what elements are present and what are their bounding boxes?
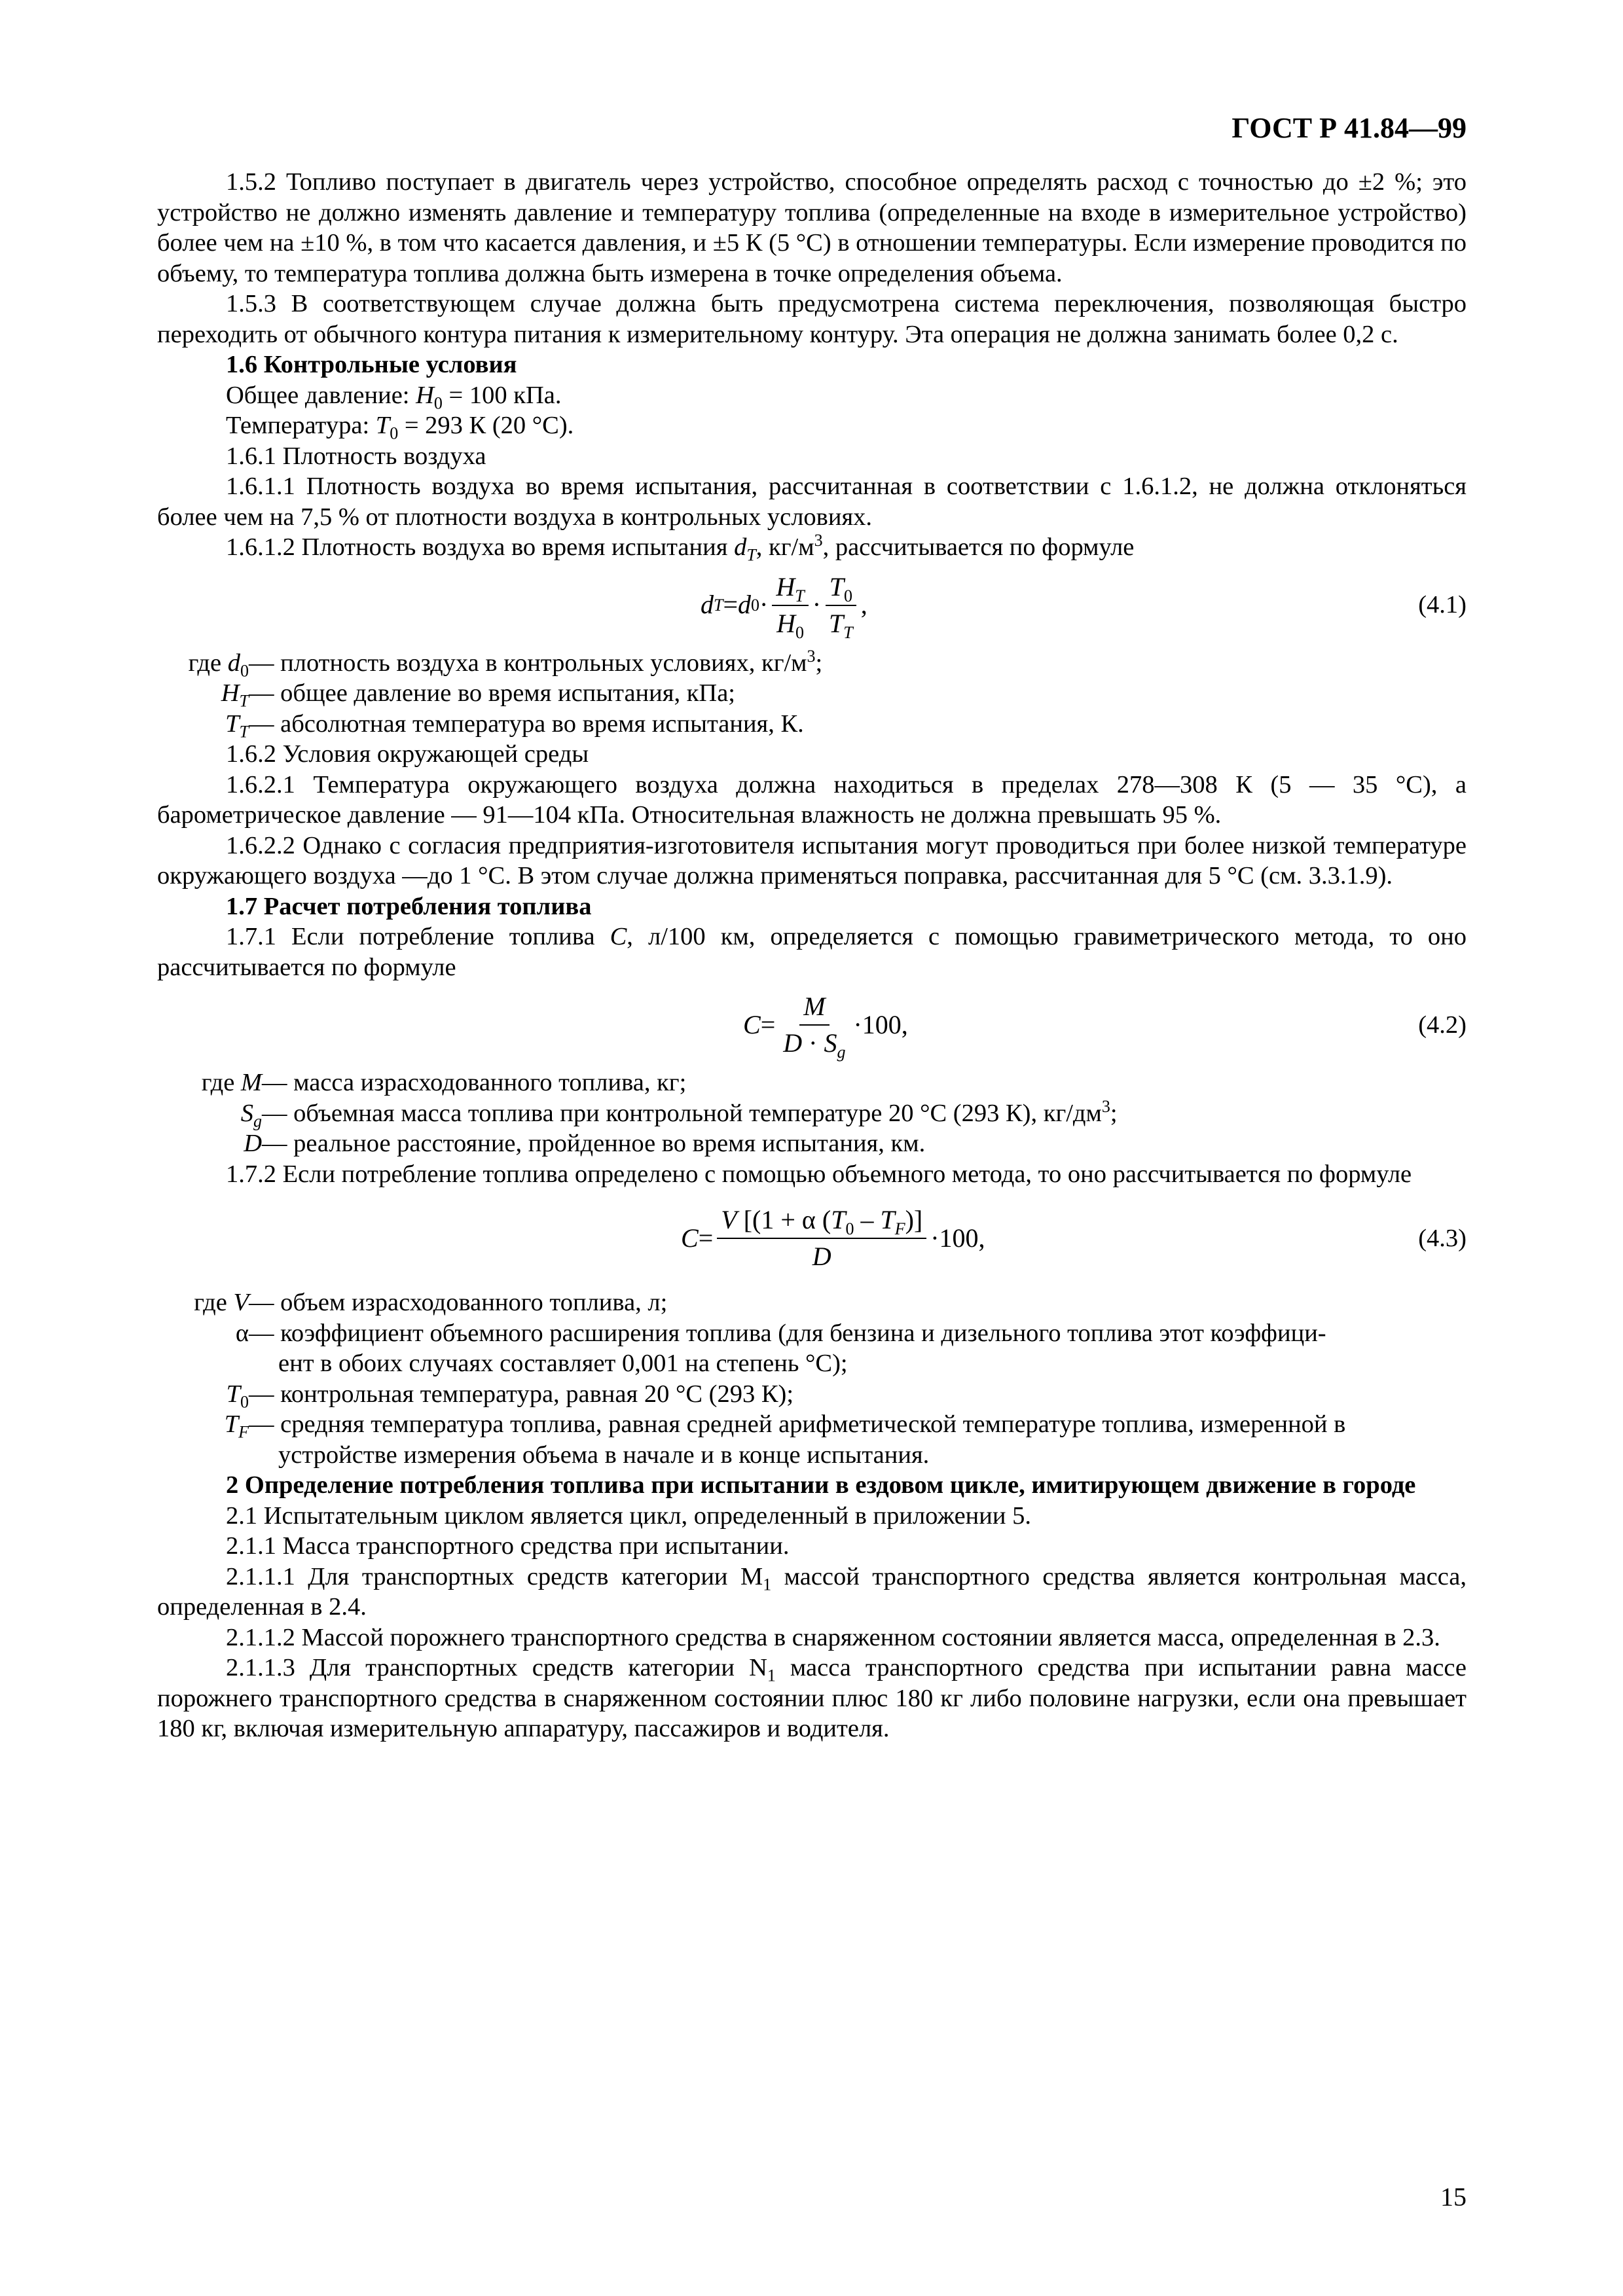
pressure-line: Общее давление: $H_0 = 100$ кПа. (226, 381, 562, 413)
fraction-m: $\frac{M}{D \cdot S_g}$ (783, 992, 846, 1062)
formula-4-2-expression: C = $\frac{M}{D \cdot S_g}$ · 100 , (743, 992, 908, 1062)
document-body (157, 167, 1467, 1744)
where-alpha-continuation: ент в обоих случаях составляет 0,001 на степень °С); (278, 1350, 848, 1377)
fraction-v: $\frac{V [(1 + \alpha (T_0 - T_F)]}{D}$ (717, 1204, 926, 1272)
formula-4-3-expression: C = $\frac{V [(1 + \alpha (T_0 - T_F)]}{D}$ · 100 , (681, 1205, 985, 1271)
where-sg: $S_g$ — объемная масса топлива при контрольной температуре 20 °С (293 К), $кг/дм^3$; (240, 1096, 1118, 1131)
heading-2: 2 Определение потребления топлива при испытании в ездовом цикле, имитирующем движение в городе (226, 1471, 1416, 1499)
where-d: D — реальное расстояние, пройденное во время испытания, км. (244, 1130, 926, 1157)
formula-4-1 (157, 563, 1467, 648)
para-2-1-1-3: 2.1.1.3 Для транспортных средств категории $N_1$ масса транспортного средства при испытании равна массе порожнего транспортного средства в снаряженном состоянии плюс 180 кг либо половине нагрузки, если она превышает 180 кг, включая измерительную аппаратуру, пассажиров и водителя. (157, 1654, 1467, 1742)
para-2-1: 2.1 Испытательным циклом является цикл, определенный в приложении 5. (226, 1501, 1031, 1530)
para-1-6-2: 1.6.2 Условия окружающей среды (226, 740, 589, 768)
heading-1-6: 1.6 Контрольные условия (226, 351, 517, 378)
formula-4-2-number: (4.2) (1418, 1011, 1467, 1039)
formula-4-3-number: (4.3) (1418, 1224, 1467, 1252)
where-t0: $T_0$ — контрольная температура, равная 20 °С (293 К); (226, 1380, 794, 1412)
formula-4-1-number: (4.1) (1418, 591, 1467, 619)
document-header: ГОСТ Р 41.84—99 (1231, 112, 1467, 144)
para-2-1-1-2: 2.1.1.2 Массой порожнего транспортного средства в снаряженном состоянии является масса, определенная в 2.3. (226, 1623, 1440, 1651)
para-1-6-2-1: 1.6.2.1 Температура окружающего воздуха должна находиться в пределах 278—308 К (5 — 35 °С), а барометрическое давление — 91—104 кПа. Относительная влажность не должна превышать 95 %. (157, 770, 1467, 829)
para-1-6-2-2: 1.6.2.2 Однако с согласия предприятия-изготовителя испытания могут проводиться при более низкой температуре окружающего воздуха —до 1 °С. В этом случае должна применяться поправка, рассчитанная для 5 °С (см. 3.3.1.9). (157, 831, 1467, 889)
para-1-6-1-2: 1.6.1.2 Плотность воздуха во время испытания $d_T$, $кг/м^3$, рассчитывается по формуле (226, 531, 1135, 565)
where-v: где V — объем израсходованного топлива, л; (194, 1289, 668, 1316)
para-1-6-1-1: 1.6.1.1 Плотность воздуха во время испытания, рассчитанная в соответствии с 1.6.1.2, не должна отклоняться более чем на 7,5 % от плотности воздуха в контрольных условиях. (157, 473, 1467, 531)
document-page (157, 98, 1467, 2225)
para-1-6-1: 1.6.1 Плотность воздуха (226, 442, 486, 470)
formula-4-1-expression: d T = d 0 · $\frac{H_T}{H_0}$ · $\frac{T_0}{T_T}$ , (701, 571, 867, 642)
where-tf-continuation: устройстве измерения объема в начале и в конце испытания. (278, 1441, 930, 1469)
temperature-line: Температура: $T_0 = 293$ К (20 °С). (226, 412, 574, 443)
para-1-7-2: 1.7.2 Если потребление топлива определено с помощью объемного метода, то оно рассчитывается по формуле (226, 1160, 1412, 1188)
formula-4-2 (157, 982, 1467, 1067)
formula-4-3 (157, 1189, 1467, 1287)
para-1-5-3: 1.5.3 В соответствующем случае должна быть предусмотрена система переключения, позволяющая быстро переходить от обычного контура питания к измерительному контуру. Эта операция не должна занимать более 0,2 с. (157, 290, 1467, 348)
heading-1-7: 1.7 Расчет потребления топлива (226, 892, 592, 920)
fraction-h: $\frac{H_T}{H_0}$ (772, 571, 808, 639)
para-2-1-1-1: 2.1.1.1 Для транспортных средств категории $М_1$ массой транспортного средства является контрольная масса, определенная в 2.4. (157, 1562, 1467, 1621)
para-1-7-1: 1.7.1 Если потребление топлива C, л/100 км, определяется с помощью гравиметрического метода, то оно рассчитывается по формуле (157, 923, 1467, 981)
fraction-t: $\frac{T_0}{T_T}$ (825, 571, 857, 639)
where-alpha: α — коэффициент объемного расширения топлива (для бензина и дизельного топлива этот коэффици- (235, 1319, 1326, 1347)
where-m: где M — масса израсходованного топлива, кг; (201, 1069, 687, 1096)
where-d0: где $d_0$ — плотность воздуха в контрольных условиях, $кг/м^3$; (188, 646, 823, 681)
where-ht: $H_T$ — общее давление во время испытания, кПа; (221, 679, 735, 711)
where-tf: $T_F$ — средняя температура топлива, равная средней арифметической температуре топлива, измеренной в (224, 1410, 1346, 1442)
para-1-5-2: 1.5.2 Топливо поступает в двигатель через устройство, способное определять расход с точностью до ±2 %; это устройство не должно изменять давление и температуру топлива (определенные на входе в измерительное устройство) более чем на ±10 %, в том что касается давления, и ±5 К (5 °С) в отношении температуры. Если измерение проводится по объему, то температура топлива должна быть измерена в точке определения объема. (157, 168, 1467, 287)
where-tt: $T_T$ — абсолютная температура во время испытания, К. (225, 709, 804, 742)
page-number: 15 (1440, 2182, 1467, 2212)
para-2-1-1: 2.1.1 Масса транспортного средства при испытании. (226, 1532, 790, 1560)
